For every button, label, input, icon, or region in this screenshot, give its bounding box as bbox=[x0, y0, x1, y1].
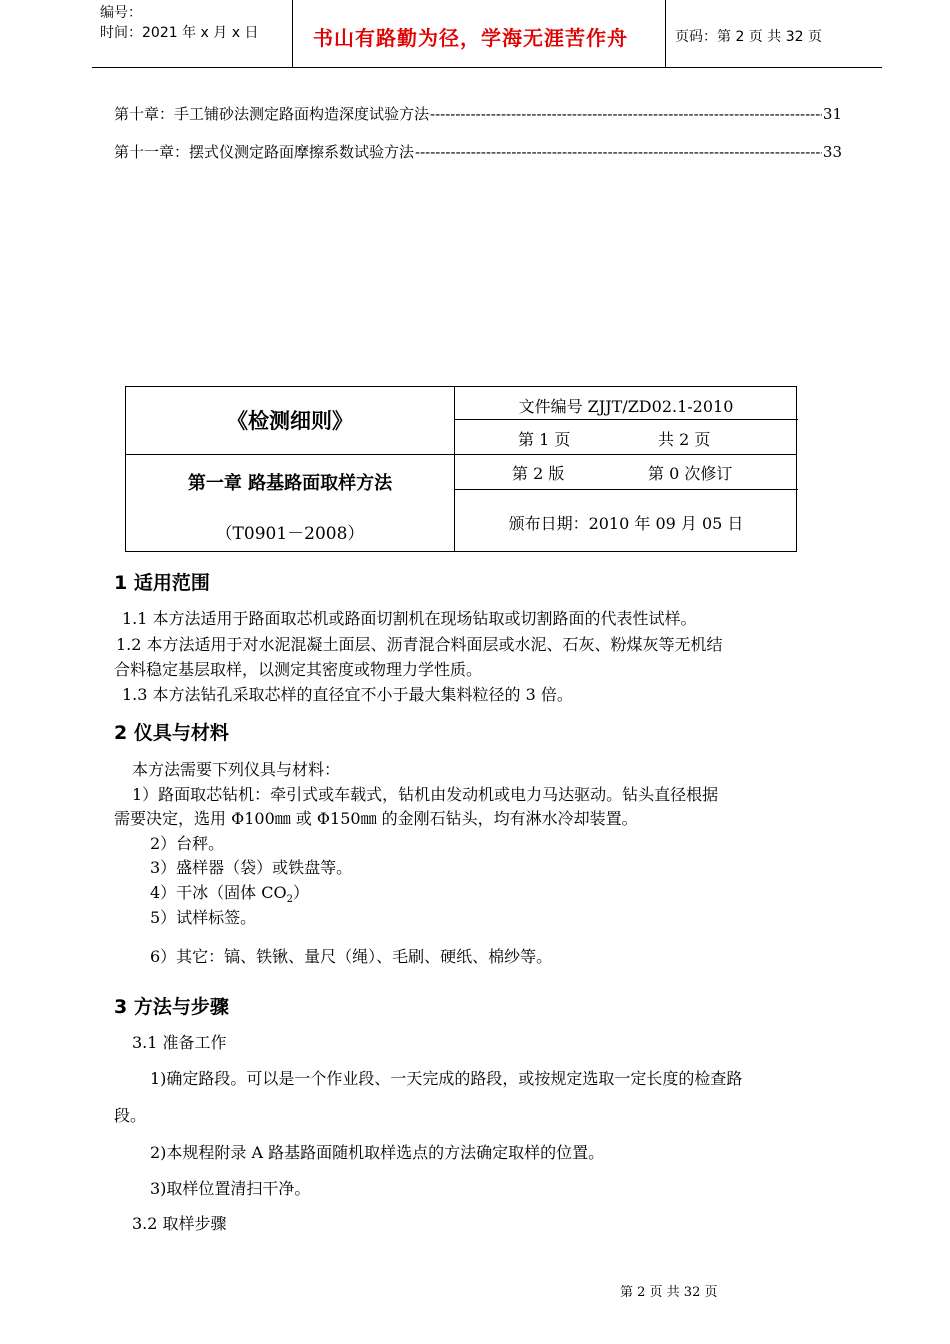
toc-item[interactable] bbox=[114, 141, 842, 162]
header-motto-cell bbox=[292, 0, 666, 67]
paragraph: 1.2 本方法适用于对水泥混凝土面层、沥青混合料面层或水泥、石灰、粉煤灰等无机结 bbox=[116, 635, 723, 654]
revision: 第 0 次修订 bbox=[648, 464, 733, 483]
page-no: 第 1 页 bbox=[518, 430, 571, 449]
table-divider bbox=[454, 489, 798, 490]
edition: 第 2 版 bbox=[512, 464, 565, 483]
list-item: 4）干冰（固体 $CO_2$） bbox=[150, 883, 310, 906]
table-divider bbox=[126, 454, 796, 455]
paragraph: 1)确定路段。可以是一个作业段、一天完成的路段，或按规定选取一定长度的检查路 bbox=[150, 1069, 743, 1088]
header-meta bbox=[92, 0, 292, 67]
paragraph: 3)取样位置清扫干净。 bbox=[150, 1179, 311, 1198]
chapter-code: （T0901－2008） bbox=[215, 524, 365, 544]
table-divider bbox=[454, 419, 798, 420]
toc-title: 第十一章：摆式仪测定路面摩擦系数试验方法 bbox=[114, 143, 415, 161]
doc-title: 《检测细则》 bbox=[227, 409, 353, 433]
section-title: 2 仪具与材料 bbox=[114, 722, 229, 744]
paragraph: 2)本规程附录 A 路基路面随机取样选点的方法确定取样的位置。 bbox=[150, 1143, 605, 1162]
toc-leader bbox=[430, 105, 822, 123]
toc-item[interactable] bbox=[114, 103, 842, 124]
list-item: 3）盛样器（袋）或铁盘等。 bbox=[150, 858, 353, 877]
paragraph: 段。 bbox=[114, 1106, 147, 1125]
toc-title: 第十章：手工铺砂法测定路面构造深度试验方法 bbox=[114, 105, 430, 123]
subsection-title: 3.2 取样步骤 bbox=[132, 1214, 227, 1233]
header-page-cell bbox=[665, 0, 882, 67]
chapter-title: 第一章 路基路面取样方法 bbox=[187, 473, 393, 494]
paragraph: 本方法需要下列仪具与材料： bbox=[132, 760, 341, 779]
toc-page: 31 bbox=[822, 105, 842, 123]
document-info-table bbox=[125, 386, 797, 552]
paragraph: 合料稳定基层取样，以测定其密度或物理力学性质。 bbox=[114, 660, 483, 679]
time-label: 时间：2021 年 x 月 x 日 bbox=[100, 25, 259, 41]
toc-page: 33 bbox=[822, 143, 842, 161]
list-item: 5）试样标签。 bbox=[150, 908, 257, 927]
paragraph: 1.1 本方法适用于路面取芯机或路面切割机在现场钻取或切割路面的代表性试样。 bbox=[122, 609, 697, 628]
section-title: 1 适用范围 bbox=[114, 572, 210, 594]
doc-number: 文件编号 ZJJT/ZD02.1-2010 bbox=[518, 397, 734, 416]
serial-label: 编号： bbox=[100, 5, 142, 21]
issue-date: 颁布日期：2010 年 09 月 05 日 bbox=[508, 514, 744, 533]
list-item: 需要决定，选用 Φ100㎜ 或 Φ150㎜ 的金刚石钻头，均有淋水冷却装置。 bbox=[114, 809, 638, 828]
section-title: 3 方法与步骤 bbox=[114, 996, 229, 1018]
subsection-title: 3.1 准备工作 bbox=[132, 1033, 227, 1052]
page-footer: 第 2 页 共 32 页 bbox=[620, 1285, 718, 1300]
page-header bbox=[92, 0, 882, 68]
paragraph: 1.3 本方法钻孔采取芯样的直径宜不小于最大集料粒径的 3 倍。 bbox=[122, 685, 573, 704]
list-item: 1）路面取芯钻机：牵引式或车载式，钻机由发动机或电力马达驱动。钻头直径根据 bbox=[132, 785, 719, 804]
motto: 书山有路勤为径，学海无涯苦作舟 bbox=[313, 26, 628, 50]
list-item: 2）台秤。 bbox=[150, 834, 225, 853]
page-total: 共 2 页 bbox=[658, 430, 711, 449]
list-item: 6）其它：镐、铁锹、量尺（绳）、毛刷、硬纸、棉纱等。 bbox=[150, 947, 553, 966]
toc-leader bbox=[415, 143, 822, 161]
page-info: 页码：第 2 页 共 32 页 bbox=[675, 29, 822, 45]
